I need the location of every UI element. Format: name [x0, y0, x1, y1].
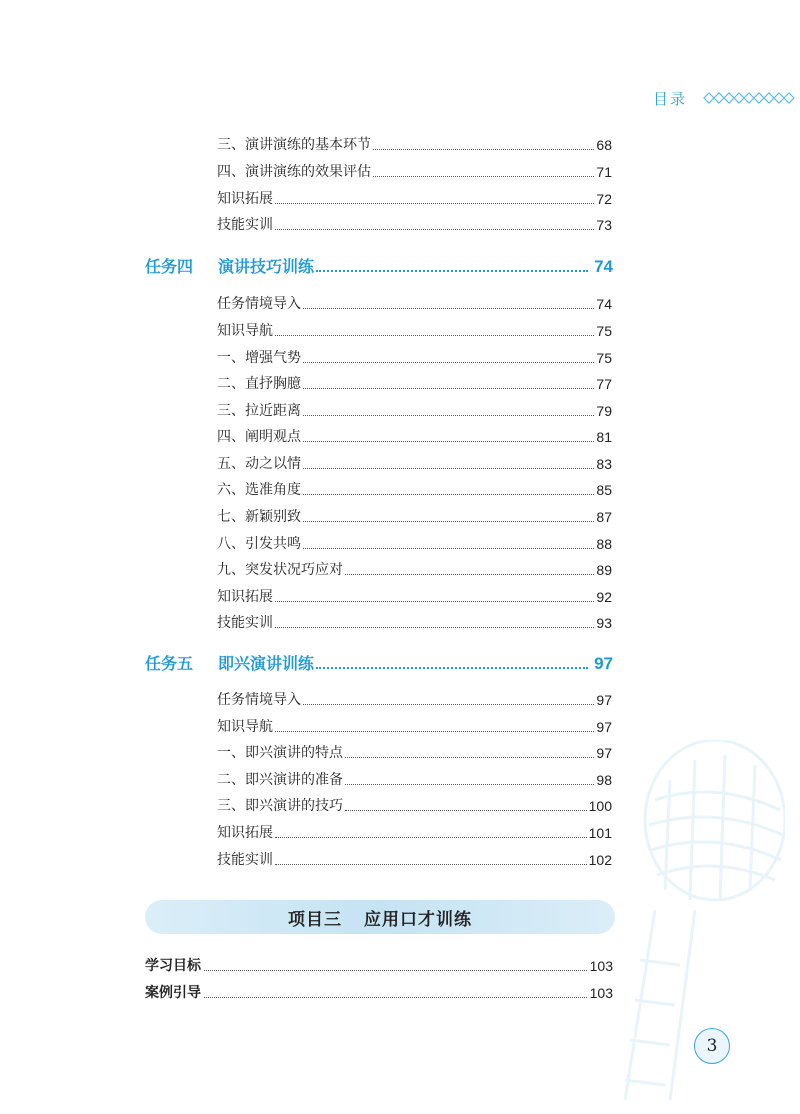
task-title: 演讲技巧训练	[218, 257, 315, 276]
toc-entry-page: 101	[588, 825, 612, 841]
toc-entry-page: 87	[596, 509, 612, 525]
task-number: 任务五	[145, 654, 194, 673]
toc-entry-label: 知识拓展	[217, 191, 273, 207]
toc-entry[interactable]	[217, 136, 612, 154]
dot-leader	[275, 731, 594, 732]
toc-entry-label: 知识拓展	[217, 589, 273, 605]
toc-entry-page: 103	[589, 985, 613, 1001]
dot-leader	[303, 388, 594, 389]
toc-entry[interactable]	[217, 349, 612, 367]
dot-leader	[303, 441, 594, 442]
toc-entry[interactable]	[145, 984, 613, 1002]
dot-leader	[303, 704, 594, 705]
header-title: 目录	[653, 90, 688, 108]
toc-entry-page: 89	[596, 562, 612, 578]
project-banner[interactable]	[145, 900, 615, 934]
toc-entry-page: 83	[596, 456, 612, 472]
toc-entry-page: 100	[588, 798, 612, 814]
toc-entry-page: 85	[596, 482, 612, 498]
toc-entry-label: 六、选准角度	[217, 482, 301, 498]
toc-entry[interactable]	[217, 561, 612, 579]
dot-leader	[303, 362, 594, 363]
toc-entry-page: 77	[596, 376, 612, 392]
toc-entry-page: 92	[596, 589, 612, 605]
toc-entry-page: 79	[596, 403, 612, 419]
toc-entry-page: 88	[596, 536, 612, 552]
toc-entry[interactable]	[217, 797, 612, 815]
toc-entry[interactable]	[217, 295, 612, 313]
toc-entry-page: 93	[596, 615, 612, 631]
toc-entry-page: 72	[596, 191, 612, 207]
toc-entry[interactable]	[217, 375, 612, 393]
toc-entry-label: 任务情境导入	[217, 296, 301, 312]
toc-entry-page: 97	[596, 692, 612, 708]
dot-leader	[204, 970, 587, 971]
toc-entry-page: 102	[588, 852, 612, 868]
toc-entry[interactable]	[217, 824, 612, 842]
task-heading[interactable]	[145, 257, 613, 277]
task-heading[interactable]	[145, 654, 613, 674]
toc-entry[interactable]	[217, 190, 612, 208]
toc-entry-page: 97	[596, 719, 612, 735]
toc-entry-label: 三、拉近距离	[217, 403, 301, 419]
toc-entry[interactable]	[217, 851, 612, 869]
toc-entry-label: 技能实训	[217, 217, 273, 233]
project-title: 应用口才训练	[364, 909, 472, 930]
dot-leader	[275, 627, 594, 628]
task-title: 即兴演讲训练	[218, 654, 315, 673]
toc-entry-label: 四、阐明观点	[217, 429, 301, 445]
toc-entry[interactable]	[217, 163, 612, 181]
toc-entry-label: 四、演讲演练的效果评估	[217, 164, 371, 180]
toc-entry[interactable]	[217, 718, 612, 736]
toc-entry-label: 三、演讲演练的基本环节	[217, 137, 371, 153]
toc-entry-page: 71	[596, 164, 612, 180]
toc-entry-label: 案例引导	[145, 985, 201, 1001]
toc-entry-page: 98	[596, 772, 612, 788]
toc-entry[interactable]	[217, 481, 612, 499]
toc-entry-label: 学习目标	[145, 958, 201, 974]
toc-entry-label: 技能实训	[217, 852, 273, 868]
toc-entry[interactable]	[217, 691, 612, 709]
dot-leader	[303, 415, 594, 416]
toc-entry[interactable]	[217, 322, 612, 340]
dot-leader	[303, 494, 594, 495]
toc-entry[interactable]	[217, 771, 612, 789]
dot-leader	[303, 521, 594, 522]
dot-leader	[316, 667, 588, 669]
toc-entry-label: 九、突发状况巧应对	[217, 562, 343, 578]
dot-leader	[275, 601, 594, 602]
toc-entry[interactable]	[217, 744, 612, 762]
toc-entry[interactable]	[217, 455, 612, 473]
dot-leader	[345, 757, 594, 758]
toc-entry-label: 二、直抒胸臆	[217, 376, 301, 392]
toc-entry-page: 97	[596, 745, 612, 761]
toc-entry-label: 一、增强气势	[217, 350, 301, 366]
dot-leader	[303, 468, 594, 469]
dot-leader	[316, 270, 588, 272]
toc-entry[interactable]	[217, 402, 612, 420]
dot-leader	[275, 837, 587, 838]
toc-entry-label: 八、引发共鸣	[217, 536, 301, 552]
task-number: 任务四	[145, 257, 194, 276]
toc-entry-label: 知识拓展	[217, 825, 273, 841]
toc-entry-label: 知识导航	[217, 719, 273, 735]
toc-entry-label: 七、新颖别致	[217, 509, 301, 525]
toc-entry-page: 74	[596, 296, 612, 312]
dot-leader	[275, 864, 587, 865]
toc-entry-label: 任务情境导入	[217, 692, 301, 708]
dot-leader	[373, 149, 594, 150]
toc-entry[interactable]	[217, 428, 612, 446]
dot-leader	[345, 574, 594, 575]
dot-leader	[204, 997, 587, 998]
task-page: 74	[594, 257, 613, 276]
toc-entry[interactable]	[217, 588, 612, 606]
dot-leader	[303, 308, 594, 309]
page-number: 3	[694, 1028, 730, 1064]
microphone-watermark-icon	[585, 740, 785, 1114]
dot-leader	[373, 176, 594, 177]
toc-entry-label: 二、即兴演讲的准备	[217, 772, 343, 788]
toc-entry[interactable]	[217, 614, 612, 632]
toc-entry-label: 五、动之以情	[217, 456, 301, 472]
toc-entry-page: 73	[596, 217, 612, 233]
toc-entry-label: 三、即兴演讲的技巧	[217, 798, 343, 814]
toc-entry[interactable]	[217, 535, 612, 553]
dot-leader	[275, 335, 594, 336]
toc-entry[interactable]	[217, 216, 612, 234]
toc-entry-label: 一、即兴演讲的特点	[217, 745, 343, 761]
dot-leader	[275, 203, 594, 204]
toc-entry-page: 103	[589, 958, 613, 974]
diamond-chain-decoration	[703, 92, 800, 104]
toc-entry-label: 技能实训	[217, 615, 273, 631]
toc-entry-page: 75	[596, 350, 612, 366]
project-number: 项目三	[288, 909, 342, 930]
toc-entry[interactable]	[217, 508, 612, 526]
toc-entry-page: 75	[596, 323, 612, 339]
toc-entry-label: 知识导航	[217, 323, 273, 339]
toc-entry-page: 68	[596, 137, 612, 153]
toc-entry-page: 81	[596, 429, 612, 445]
dot-leader	[345, 784, 594, 785]
task-page: 97	[594, 654, 613, 673]
toc-entry[interactable]	[145, 957, 613, 975]
dot-leader	[275, 229, 594, 230]
dot-leader	[303, 548, 594, 549]
dot-leader	[345, 810, 587, 811]
